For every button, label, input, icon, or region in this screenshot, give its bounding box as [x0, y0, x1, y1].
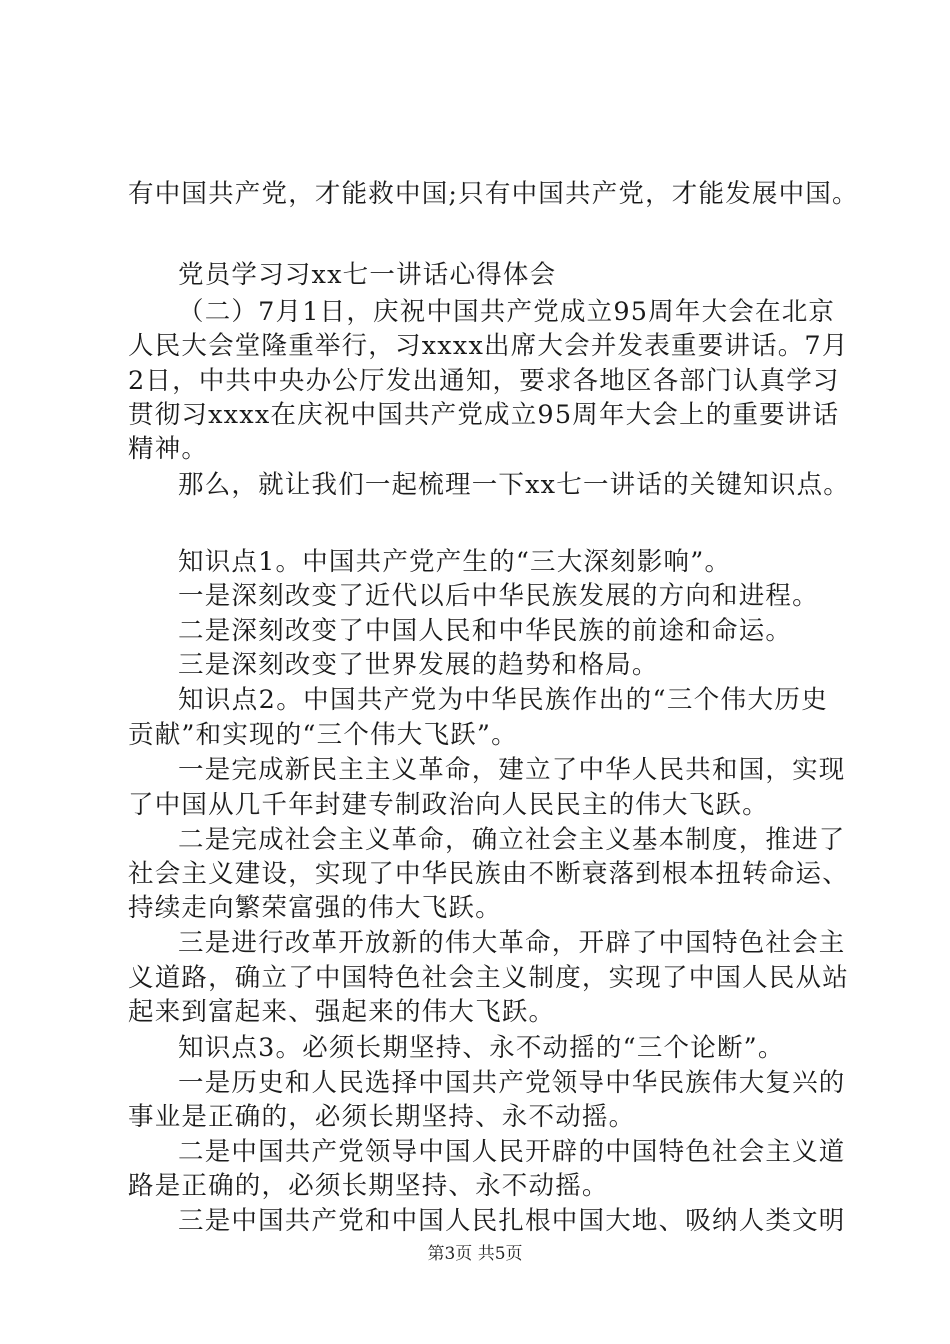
paragraph-line: 二是中国共产党领导中国人民开辟的中国特色社会主义道 — [178, 1137, 846, 1167]
paragraph-line: 路是正确的，必须长期坚持、永不动摇。 — [128, 1171, 609, 1201]
paragraph-line: 一是完成新民主主义革命，建立了中华人民共和国，实现 — [178, 755, 846, 785]
paragraph-line: 三是进行改革开放新的伟大革命，开辟了中国特色社会主 — [178, 928, 846, 958]
paragraph-line: 贯彻习xxxx在庆祝中国共产党成立95周年大会上的重要讲话 — [128, 400, 840, 430]
paragraph-line: 一是深刻改变了近代以后中华民族发展的方向和进程。 — [178, 581, 819, 611]
paragraph-line: 三是中国共产党和中国人民扎根中国大地、吸纳人类文明 — [178, 1206, 846, 1236]
paragraph-line: 起来到富起来、强起来的伟大飞跃。 — [128, 997, 556, 1027]
paragraph-line: 2日，中共中央办公厅发出通知，要求各地区各部门认真学习 — [128, 366, 840, 396]
paragraph-line: 三是深刻改变了世界发展的趋势和格局。 — [178, 650, 659, 680]
page-number-footer: 第3页 共5页 — [427, 1244, 523, 1264]
knowledge-point-heading: 知识点2。中国共产党为中华民族作出的“三个伟大历史 — [178, 685, 828, 715]
paragraph-line: 贡献”和实现的“三个伟大飞跃”。 — [128, 720, 518, 750]
paragraph-line: 社会主义建设，实现了中华民族由不断衰落到根本扭转命运、 — [128, 859, 849, 889]
paragraph-line: 精神。 — [128, 434, 209, 464]
paragraph-line: 有中国共产党，才能救中国;只有中国共产党，才能发展中国。 — [128, 179, 859, 209]
paragraph-line: 二是完成社会主义革命，确立社会主义基本制度，推进了 — [178, 825, 846, 855]
paragraph-line: 人民大会堂隆重举行，习xxxx出席大会并发表重要讲话。7月 — [128, 331, 849, 361]
section-heading: 党员学习习xx七一讲话心得体会 — [178, 260, 557, 290]
paragraph-line: 了中国从几千年封建专制政治向人民民主的伟大飞跃。 — [128, 790, 769, 820]
knowledge-point-heading: 知识点3。必须长期坚持、永不动摇的“三个论断”。 — [178, 1033, 785, 1063]
paragraph-line: 二是深刻改变了中国人民和中华民族的前途和命运。 — [178, 616, 793, 646]
knowledge-point-heading: 知识点1。中国共产党产生的“三大深刻影响”。 — [178, 547, 732, 577]
paragraph-line: （二）7月1日，庆祝中国共产党成立95周年大会在北京 — [178, 297, 836, 327]
paragraph-line: 义道路，确立了中国特色社会主义制度，实现了中国人民从站 — [128, 963, 849, 993]
paragraph-line: 那么，就让我们一起梳理一下xx七一讲话的关键知识点。 — [178, 470, 850, 500]
paragraph-line: 事业是正确的，必须长期坚持、永不动摇。 — [128, 1102, 636, 1132]
paragraph-line: 持续走向繁荣富强的伟大飞跃。 — [128, 893, 502, 923]
paragraph-line: 一是历史和人民选择中国共产党领导中华民族伟大复兴的 — [178, 1068, 846, 1098]
